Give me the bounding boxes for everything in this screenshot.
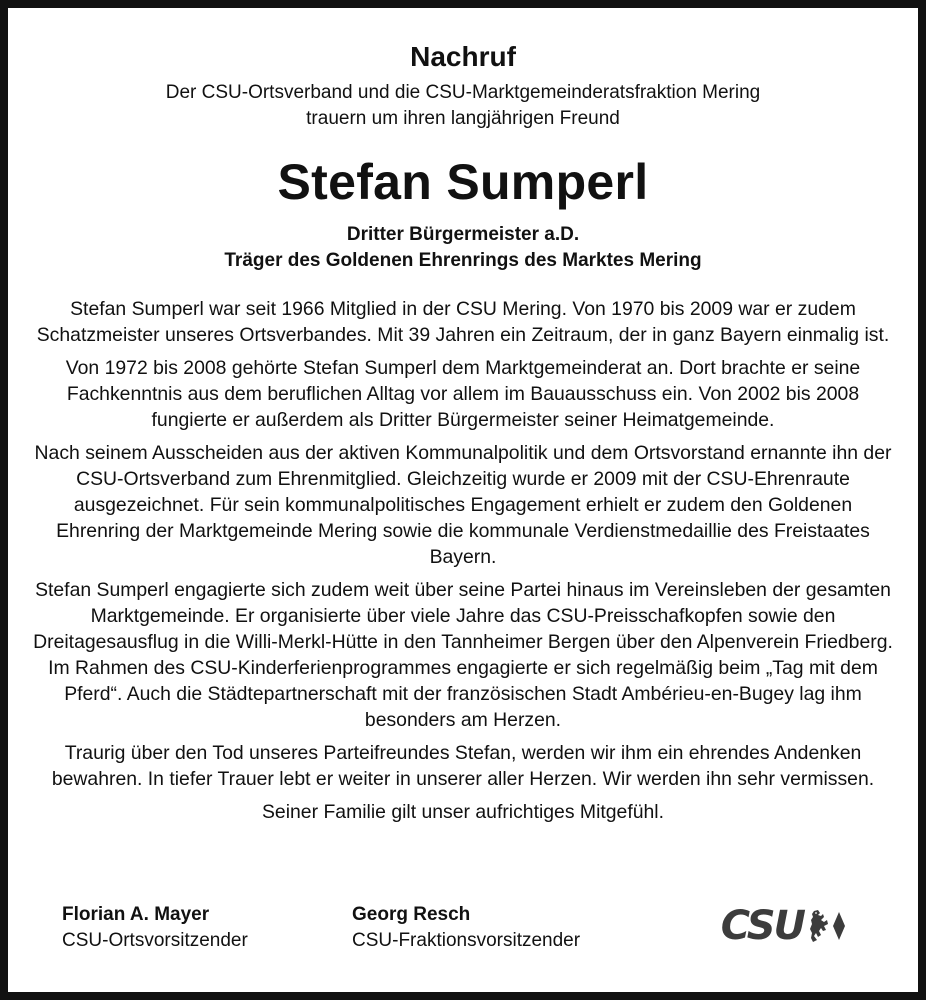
intro-line: trauern um ihren langjährigen Freund bbox=[306, 108, 620, 129]
notice-heading: Nachruf bbox=[410, 41, 516, 72]
signer-name: Georg Resch bbox=[352, 904, 471, 925]
body-paragraph: Nach seinem Ausscheiden aus der aktiven Kommunalpolitik und dem Ortsvorstand ernannte ihn der CSU-Ortsverband zum Ehrenmitglied. Gleichzeitig wurde er 2009 mit der CSU-Ehrenraute ausgezeichnet. Für sein kommunalpolitisches Engagement erhielt er zudem den Goldenen Ehrenring der Marktgemeinde Mering sowie die kommunale Verdienstmedaillie des Freistaates Bayern. bbox=[34, 442, 892, 568]
signature-footer bbox=[62, 902, 846, 962]
title-line: Dritter Bürgermeister a.D. bbox=[346, 224, 580, 245]
csu-diamond-icon bbox=[832, 911, 846, 941]
csu-logo bbox=[721, 904, 846, 948]
body-paragraph: Seiner Familie gilt unser aufrichtiges Mitgefühl. bbox=[262, 801, 664, 823]
deceased-name: Stefan Sumperl bbox=[277, 154, 649, 210]
intro-text bbox=[30, 80, 896, 132]
csu-logo-text: CSU bbox=[720, 903, 804, 949]
signer-role: CSU-Ortsvorsitzender bbox=[62, 930, 248, 951]
signer-block bbox=[62, 902, 248, 954]
obituary-body bbox=[30, 296, 896, 825]
signer-name: Florian A. Mayer bbox=[62, 904, 210, 925]
body-paragraph: Stefan Sumperl war seit 1966 Mitglied in der CSU Mering. Von 1970 bis 2009 war er zudem Schatzmeister unseres Ortsverbandes. Mit 39 Jahren ein Zeitraum, der in ganz Bayern einmalig ist. bbox=[36, 298, 890, 346]
body-paragraph: Von 1972 bis 2008 gehörte Stefan Sumperl dem Marktgemeinderat an. Dort brachte er seine Fachkenntnis aus dem beruflichen Alltag vor allem im Bauausschuss ein. Von 2002 bis 2008 fungierte er außerdem als Dritter Bürgermeister seiner Heimatgemeinde. bbox=[65, 357, 861, 431]
csu-lion-icon bbox=[808, 909, 830, 943]
intro-line: Der CSU-Ortsverband und die CSU-Marktgemeinderatsfraktion Mering bbox=[165, 82, 761, 103]
signer-role: CSU-Fraktionsvorsitzender bbox=[352, 930, 581, 951]
obituary-content bbox=[30, 38, 896, 832]
body-paragraph: Stefan Sumperl engagierte sich zudem weit über seine Partei hinaus im Vereinsleben der gesamten Marktgemeinde. Er organisierte über viele Jahre das CSU-Preisschafkopfen sowie den Dreitagesausflug in die Willi-Merkl-Hütte in den Tannheimer Bergen über den Alpenverein Friedberg. Im Rahmen des CSU-Kinderferienprogrammes engagierte er sich regelmäßig beim „Tag mit dem Pferd“. Auch die Städtepartnerschaft mit der französischen Stadt Ambérieu-en-Bugey lag ihm besonders am Herzen. bbox=[33, 579, 893, 731]
signer-block bbox=[352, 902, 580, 954]
body-paragraph: Traurig über den Tod unseres Parteifreundes Stefan, werden wir ihm ein ehrendes Andenken bewahren. In tiefer Trauer lebt er weiter in unserer aller Herzen. Wir werden ihn sehr vermissen. bbox=[51, 742, 875, 790]
title-line: Träger des Goldenen Ehrenrings des Marktes Mering bbox=[224, 250, 702, 271]
deceased-titles bbox=[30, 222, 896, 274]
